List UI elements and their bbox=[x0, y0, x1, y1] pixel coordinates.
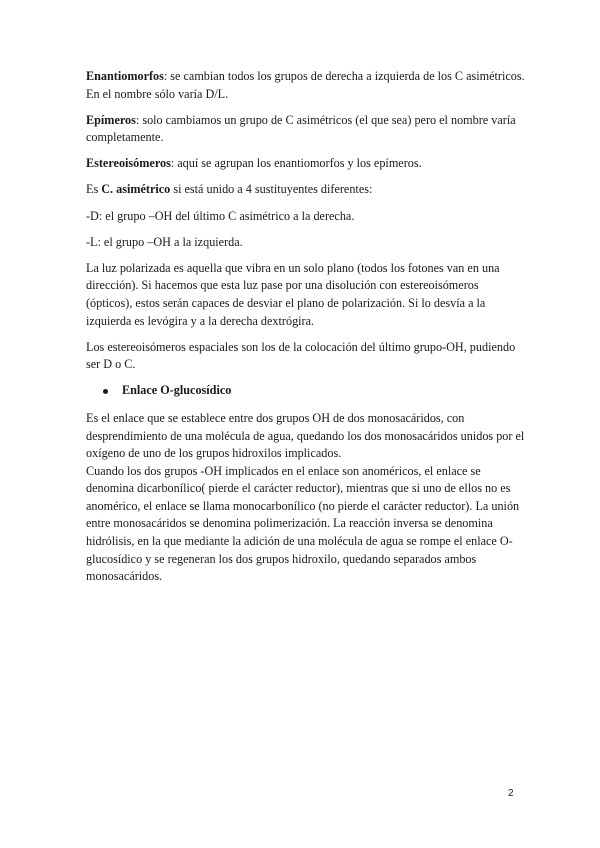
paragraph-c-asimetrico bbox=[86, 181, 526, 199]
definition-c-asimetrico: si está unido a 4 sustituyentes diferentes: bbox=[170, 182, 373, 197]
page-number: 2 bbox=[508, 788, 514, 799]
paragraph-enlace-definition: Es el enlace que se establece entre dos grupos OH de dos monosacáridos, con desprendimiento de una molécula de agua, quedando los dos monosacáridos unidos por el oxígeno de uno de los grupos hidroxilos implicados. bbox=[86, 410, 525, 461]
page-content bbox=[86, 68, 526, 594]
bullet-enlace-o-glucosidico bbox=[86, 382, 526, 400]
paragraph-luz-polarizada: La luz polarizada es aquella que vibra en un solo plano (todos los fotones van en una dirección). Si hacemos que esta luz pase por una disolución con estereoisómeros (ópticos), estos serán capaces de desviar el plano de polarización. Si lo desvía a la izquierda es levógira y a la derecha dextrógira. bbox=[86, 260, 500, 328]
paragraph-l-form: -L: el grupo –OH a la izquierda. bbox=[86, 234, 243, 249]
paragraph-epimeros bbox=[86, 112, 526, 147]
term-c-asimetrico: C. asimétrico bbox=[101, 182, 171, 197]
bullet-heading: Enlace O-glucosídico bbox=[122, 383, 232, 398]
definition-enantiomorfos: : se cambian todos los grupos de derecha a izquierda de los C asimétricos. En el nombre sólo varía D/L. bbox=[86, 69, 525, 101]
c-asimetrico-prefix: Es bbox=[86, 182, 102, 197]
bullet-dot-icon bbox=[103, 389, 108, 394]
term-epimeros: Epímeros bbox=[86, 112, 136, 127]
definition-estereoisomeros: : aquí se agrupan los enantiomorfos y los epímeros. bbox=[170, 156, 422, 171]
paragraph-enantiomorfos bbox=[86, 68, 526, 103]
term-enantiomorfos: Enantiomorfos bbox=[86, 69, 164, 83]
paragraph-d-form: -D: el grupo –OH del último C asimétrico a la derecha. bbox=[86, 208, 355, 223]
paragraph-estereoisomeros bbox=[86, 155, 526, 173]
paragraph-estereoisomeros-espaciales: Los estereoisómeros espaciales son los de la colocación del último grupo-OH, pudiendo ser D o C. bbox=[86, 339, 516, 372]
term-estereoisomeros: Estereoisómeros bbox=[86, 156, 171, 171]
paragraph-enlace-tipos: Cuando los dos grupos -OH implicados en el enlace son anoméricos, el enlace se denomina dicarbonílico( pierde el carácter reductor), mientras que si uno de ellos no es anomérico, el enlace se llama monocarbonílico (no pierde el carácter reductor). La unión entre monosacáridos se denomina polimerización. La reacción inversa se denomina hidrólisis, en la que mediante la adición de una molécula de agua se rompe el enlace O-glucosídico y se regeneran los dos grupos hidroxilo, quedando separados ambos monosacáridos. bbox=[86, 463, 520, 584]
definition-epimeros: : solo cambiamos un grupo de C asimétricos (el que sea) pero el nombre varía completamente. bbox=[86, 112, 516, 145]
